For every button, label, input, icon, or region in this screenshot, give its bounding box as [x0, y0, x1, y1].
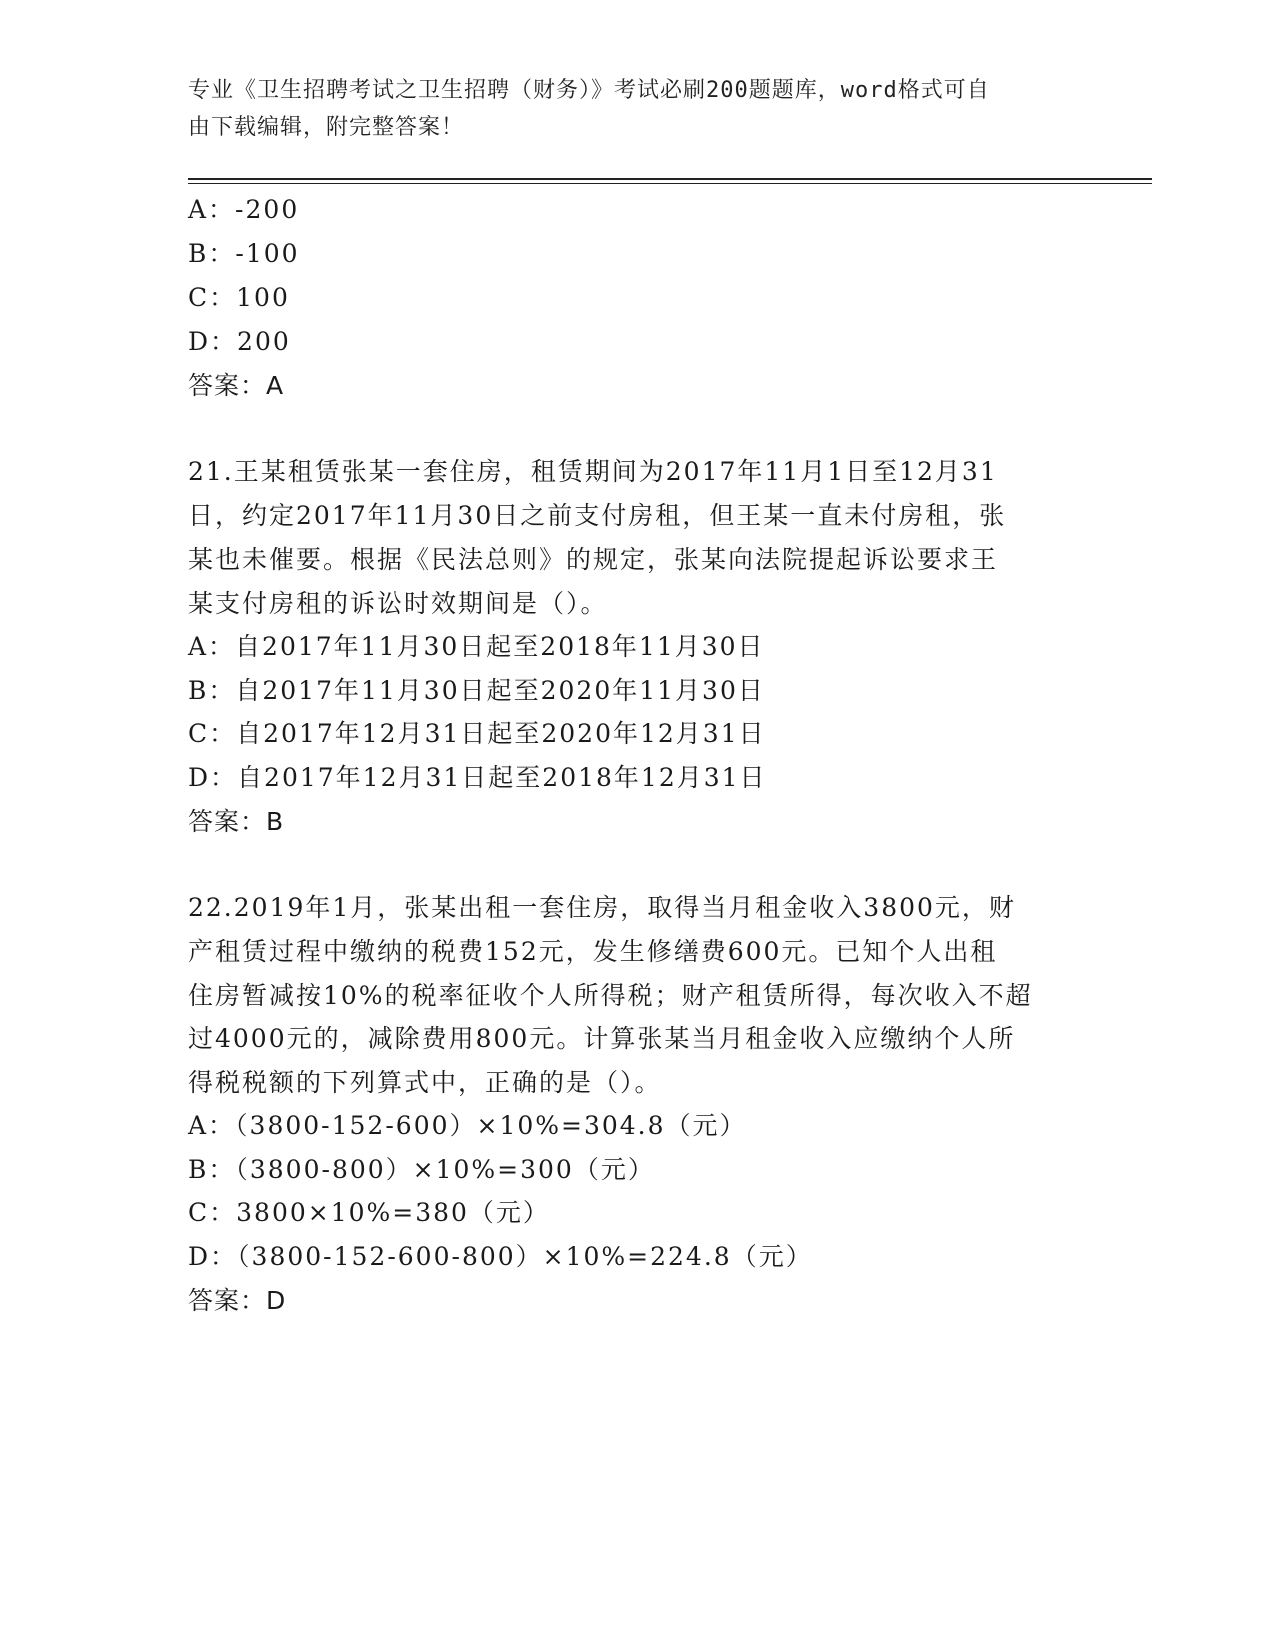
q22-answer: 答案：D [188, 1286, 287, 1315]
q21-option-a: A：自2017年11月30日起至2018年11月30日 [188, 632, 765, 661]
q21-stem-line-3: 某也未催要。根据《民法总则》的规定，张某向法院提起诉讼要求王 [188, 545, 999, 574]
prev-option-a: A：-200 [188, 195, 300, 224]
q21-answer: 答案：B [188, 807, 285, 836]
header-line-2: 由下载编辑，附完整答案！ [188, 115, 465, 140]
q22-option-b: B：（3800-800）×10%=300（元） [188, 1155, 655, 1184]
q22-option-a: A：（3800-152-600）×10%=304.8（元） [188, 1111, 747, 1140]
prev-option-b: B：-100 [188, 239, 300, 268]
document-header [188, 72, 1088, 146]
q22-stem-line-1: 22.2019年1月，张某出租一套住房，取得当月租金收入3800元，财 [188, 893, 1016, 922]
q21-option-c: C：自2017年12月31日起至2020年12月31日 [188, 719, 766, 748]
prev-answer: 答案：A [188, 371, 285, 400]
prev-option-d: D：200 [188, 327, 291, 356]
q22-stem-line-4: 过4000元的，减除费用800元。计算张某当月租金收入应缴纳个人所 [188, 1024, 1016, 1053]
header-divider-thin [188, 183, 1152, 184]
header-divider-thick [188, 178, 1152, 180]
q22-option-d: D：（3800-152-600-800）×10%=224.8（元） [188, 1242, 813, 1271]
q21-stem-line-2: 日，约定2017年11月30日之前支付房租，但王某一直未付房租，张 [188, 501, 1007, 530]
header-line-1: 专业《卫生招聘考试之卫生招聘（财务）》考试必刷200题题库，word格式可自 [188, 78, 990, 103]
q22-stem-line-2: 产租赁过程中缴纳的税费152元，发生修缮费600元。已知个人出租 [188, 937, 998, 966]
q21-stem-line-4: 某支付房租的诉讼时效期间是（）。 [188, 589, 608, 618]
q22-stem-line-5: 得税税额的下列算式中，正确的是（）。 [188, 1068, 662, 1097]
q21-stem-line-1: 21.王某租赁张某一套住房，租赁期间为2017年11月1日至12月31 [188, 457, 998, 486]
q22-stem-line-3: 住房暂减按10%的税率征收个人所得税；财产租赁所得，每次收入不超 [188, 981, 1033, 1010]
q21-option-b: B：自2017年11月30日起至2020年11月30日 [188, 676, 765, 705]
q21-option-d: D：自2017年12月31日起至2018年12月31日 [188, 763, 767, 792]
q22-option-c: C：3800×10%=380（元） [188, 1198, 550, 1227]
prev-option-c: C：100 [188, 283, 290, 312]
